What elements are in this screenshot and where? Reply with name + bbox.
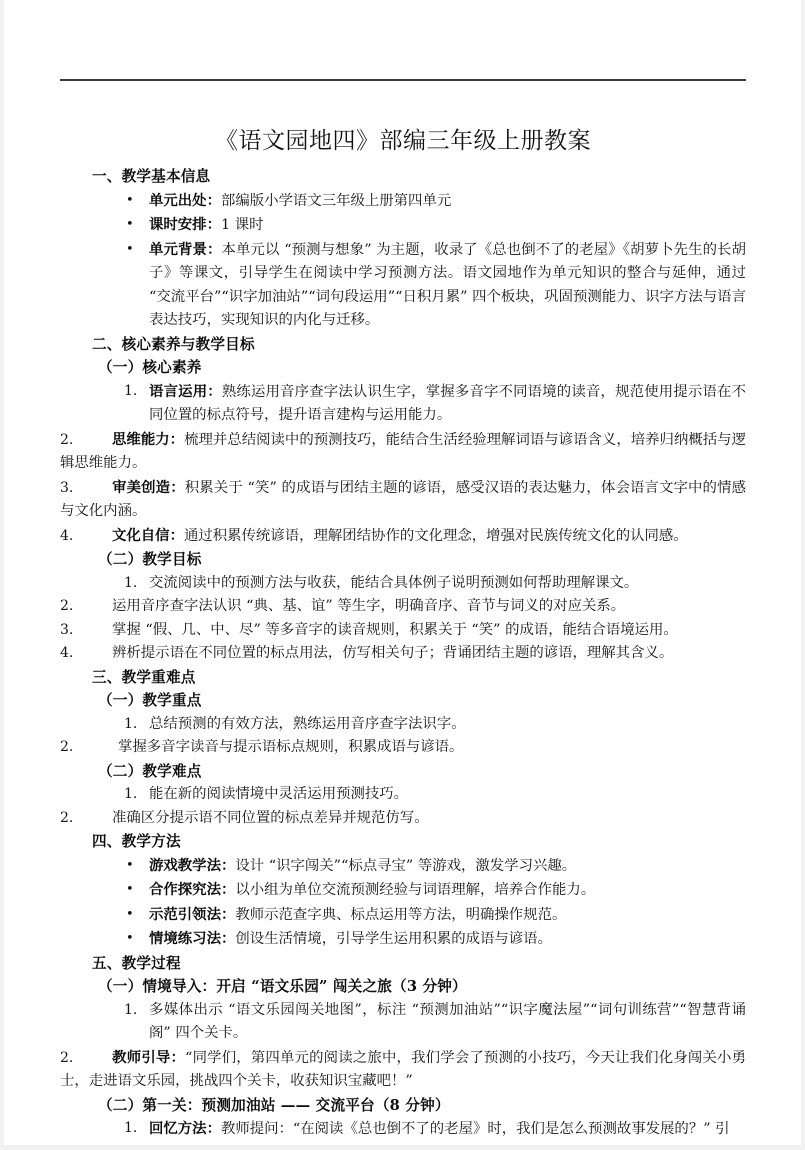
item-text: 1 课时 xyxy=(220,217,264,233)
header-rule xyxy=(60,79,746,81)
item-text: 准确区分提示语不同位置的标点差异并规范仿写。 xyxy=(112,809,429,826)
item-text: 梳理并总结阅读中的预测技巧，能结合生活经验理解词语与谚语含义，培养归纳概括与逻辑思维能力。 xyxy=(60,431,746,471)
item-label: 教师引导： xyxy=(112,1048,186,1066)
document-page xyxy=(4,0,801,1145)
bullet-icon: • xyxy=(126,857,134,873)
section-heading-3: 三、教学重难点 xyxy=(92,668,196,686)
list-item xyxy=(60,903,746,928)
subsection-heading: （二）教学难点 xyxy=(98,762,202,780)
list-item xyxy=(60,213,746,238)
item-text: 交流阅读中的预测方法与收获，能结合具体例子说明预测如何帮助理解课文。 xyxy=(149,574,639,591)
subsection-heading: （一）情境导入：开启 “语文乐园” 闯关之旅（3 分钟） xyxy=(98,978,467,995)
item-label: 示范引领法： xyxy=(149,905,236,923)
bullet-icon: • xyxy=(126,241,134,257)
item-text: 积累关于 “笑” 的成语与团结主题的谚语，感受汉语的表达魅力，体会语言文字中的情感与文化内涵。 xyxy=(60,479,746,519)
bullet-icon: • xyxy=(126,217,134,232)
item-label: 游戏教学法： xyxy=(149,856,236,874)
subsection-heading: （二）第一关：预测加油站 —— 交流平台（8 分钟） xyxy=(98,1096,450,1114)
item-text: 教师示范查字典、标点运用等方法，明确操作规范。 xyxy=(235,906,567,923)
list-item xyxy=(60,1046,746,1094)
item-marker: 2. xyxy=(60,1049,74,1066)
list-item xyxy=(60,595,746,619)
list-item xyxy=(60,736,746,760)
item-marker: 3. xyxy=(60,479,74,496)
list-item xyxy=(60,854,746,879)
item-text: 部编版小学语文三年级上册第四单元 xyxy=(220,192,452,209)
item-marker: 1. xyxy=(124,786,138,802)
subsection-heading: （一）核心素养 xyxy=(98,359,202,376)
list-item xyxy=(60,189,746,214)
item-text: 辨析提示语在不同位置的标点用法，仿写相关句子；背诵团结主题的谚语，理解其含义。 xyxy=(112,645,674,661)
item-marker: 3. xyxy=(60,621,74,638)
bullet-icon: • xyxy=(126,882,134,897)
bullet-icon: • xyxy=(126,931,134,946)
item-text: 教师提问：“在阅读《总也倒不了的老屋》时，我们是怎么预测故事发展的？” 引 xyxy=(220,1121,730,1137)
item-text: 设计 “识字闯关”“标点寻宝” 等游戏，激发学习兴趣。 xyxy=(235,857,577,874)
list-item xyxy=(60,807,746,831)
list-item xyxy=(60,783,746,807)
list-item xyxy=(60,642,746,666)
item-text: “同学们，第四单元的阅读之旅中，我们学会了预测的小技巧，今天让我们化身闯关小勇士，走进语文乐园，挑战四个关卡，收获知识宝藏吧！” xyxy=(60,1049,746,1089)
list-item xyxy=(60,476,746,524)
item-text: 掌握 “假、几、中、尽” 等多音字的读音规则，积累关于 “笑” 的成语，能结合语境运用。 xyxy=(112,621,678,638)
item-text: 总结预测的有效方法，熟练运用音序查字法识字。 xyxy=(149,715,466,732)
item-label: 单元出处： xyxy=(149,191,221,209)
item-label: 合作探究法： xyxy=(149,881,236,898)
list-item xyxy=(60,428,746,476)
item-label: 思维能力： xyxy=(112,430,185,448)
item-label: 语言运用： xyxy=(149,382,222,400)
item-label: 课时安排： xyxy=(149,216,221,233)
list-item xyxy=(60,619,746,643)
item-label: 回忆方法： xyxy=(149,1120,221,1137)
item-marker: 2. xyxy=(60,598,74,614)
item-text: 创设生活情境，引导学生运用积累的成语与谚语。 xyxy=(235,931,552,947)
list-item xyxy=(60,1117,746,1142)
section-heading-5: 五、教学过程 xyxy=(92,954,181,972)
item-text: 通过积累传统谚语，理解团结协作的文化理念，增强对民族传统文化的认同感。 xyxy=(183,527,688,544)
item-label: 情境练习法： xyxy=(149,930,236,947)
item-marker: 1. xyxy=(124,382,138,399)
document-content xyxy=(4,124,801,1142)
item-label: 单元背景： xyxy=(149,240,222,258)
list-item xyxy=(60,380,746,428)
item-label: 文化自信： xyxy=(112,526,184,544)
section-heading-2: 二、核心素养与教学目标 xyxy=(92,335,255,353)
list-item xyxy=(60,572,746,596)
item-label: 审美创造： xyxy=(112,478,185,496)
subsection-heading: （一）教学重点 xyxy=(98,692,202,709)
item-text: 熟练运用音序查字法认识生字，掌握多音字不同语境的读音，规范使用提示语在不同位置的标点符号，提升语言建构与运用能力。 xyxy=(149,383,746,423)
item-marker: 2. xyxy=(60,739,74,755)
item-text: 本单元以 “预测与想象” 为主题，收录了《总也倒不了的老屋》《胡萝卜先生的长胡子》等课文，引导学生在阅读中学习预测方法。语文园地作为单元知识的整合与延伸，通过 “交流平台”“识字加油站”“词句段运用”“日积月累” 四个板块，巩固预测能力、识字方法与语言表达技巧，实现知识的内化与迁移。 xyxy=(149,241,746,328)
item-text: 掌握多音字读音与提示语标点规则，积累成语与谚语。 xyxy=(118,739,464,755)
list-item xyxy=(60,524,746,549)
page-title: 《语文园地四》部编三年级上册教案 xyxy=(215,128,591,154)
item-text: 以小组为单位交流预测经验与词语理解，培养合作能力。 xyxy=(235,882,596,898)
list-item xyxy=(60,713,746,737)
bullet-icon: • xyxy=(126,906,134,922)
section-heading-1: 一、教学基本信息 xyxy=(92,168,211,185)
item-marker: 4. xyxy=(60,527,74,544)
item-marker: 1. xyxy=(124,715,138,732)
list-item xyxy=(60,999,746,1046)
section-heading-4: 四、教学方法 xyxy=(92,833,181,850)
list-item xyxy=(60,878,746,903)
item-marker: 2. xyxy=(60,431,74,448)
item-marker: 4. xyxy=(60,645,74,661)
bullet-icon: • xyxy=(126,192,134,208)
list-item xyxy=(60,927,746,952)
item-text: 能在新的阅读情境中灵活运用预测技巧。 xyxy=(149,786,409,802)
item-marker: 2. xyxy=(60,809,74,826)
item-text: 运用音序查字法认识 “典、基、谊” 等生字，明确音序、音节与词义的对应关系。 xyxy=(112,598,626,614)
item-marker: 1. xyxy=(124,1001,138,1018)
item-marker: 1. xyxy=(124,574,138,591)
item-marker: 1. xyxy=(124,1120,138,1136)
list-item xyxy=(60,238,746,333)
subsection-heading: （二）教学目标 xyxy=(98,551,202,568)
item-text: 多媒体出示 “语文乐园闯关地图”，标注 “预测加油站”“识字魔法屋”“词句训练营”“智慧背诵阁” 四个关卡。 xyxy=(149,1001,746,1041)
